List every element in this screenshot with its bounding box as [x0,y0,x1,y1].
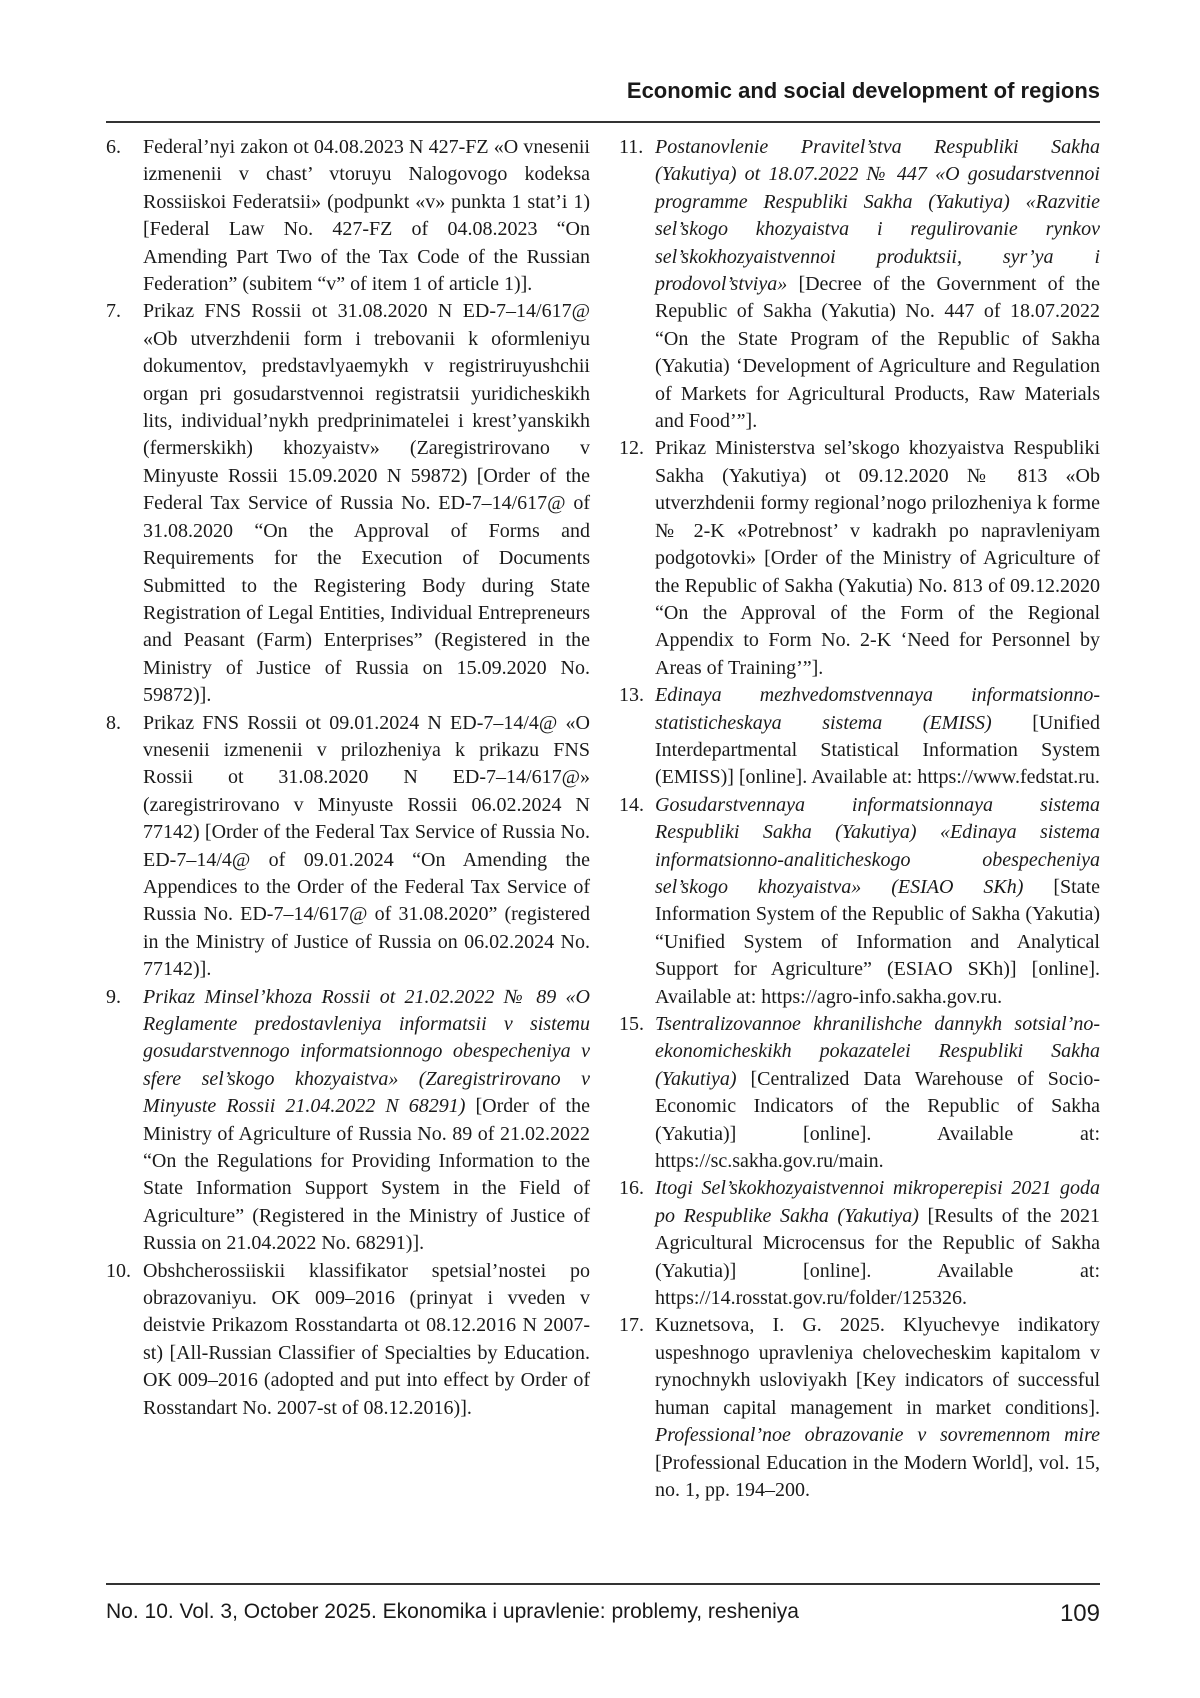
running-header: Economic and social development of regions [626,78,1100,103]
reference-item [619,682,1100,792]
reference-pre: Obshcherossiiskii klassifikator spetsial’nostei po obrazovaniyu. OK 009–2016 (prinyat i vveden v deistvie Prikazom Rosstandarta ot 08.12.2016 N 2007-st) [All-Russian Classifier of Specialties by Education. OK 009–2016 (adopted and put into effect by Order of Rosstandart No. 2007-st of 08.12.2016)]. [143,1259,590,1419]
reference-num: 6. [106,136,121,158]
reference-item [619,435,1100,682]
footer [106,1600,1100,1628]
reference-num: 14. [619,793,644,816]
reference-item [619,1175,1100,1312]
left-column [106,134,590,1422]
reference-num: 7. [106,300,121,323]
reference-item [619,1312,1100,1504]
reference-it: Itogi Sel’skokhozyaistvennoi mikroperepisi 2021 goda po Respublike Sakha (Yakutiya) [655,1177,1100,1227]
reference-item [106,984,590,1258]
reference-item [106,134,590,298]
reference-item [619,792,1100,1011]
reference-num: 15. [619,1013,644,1035]
reference-post: [Unified Interdepartmental Statistical Information System (EMISS)] [online]. Available at: https://www.fedstat.ru. [655,711,1100,789]
reference-num: 13. [619,684,644,707]
journal-citation: No. 10. Vol. 3, October 2025. Ekonomika i upravlenie: problemy, resheniya [106,1600,799,1623]
reference-pre: Federal’nyi zakon ot 04.08.2023 N 427-FZ «O vnesenii izmenenii v chast’ vtoruyu Nalogovogo kodeksa Rossiiskoi Federatsii» (podpunkt «v» punkta 1 stat’i 1) [Federal Law No. 427-FZ of 04.08.2023 “On Amending Part Two of the Tax Code of the Russian Federation” (subitem “v” of item 1 of article 1)]. [143,136,590,296]
reference-item [106,298,590,709]
reference-post: [Results of the 2021 Agricultural Microcensus for the Republic of Sakha (Yakutia)] [online]. Available at: https://14.rosstat.gov.ru/folder/125326. [655,1204,1100,1310]
reference-post: [Decree of the Government of the Republic of Sakha (Yakutia) No. 447 of 18.07.2022 “On the State Program of the Republic of Sakha (Yakutia) ‘Development of Agriculture and Regulation of Markets for Agricultural Products, Raw Materials and Food’”]. [655,273,1100,433]
reference-item [619,134,1100,435]
reference-num: 10. [106,1259,131,1282]
reference-it: Prikaz Minsel’khoza Rossii ot 21.02.2022 № 89 «O Reglamente predostavleniya informatsii v sistemu gosudarstvennogo informatsionnogo obespecheniya v sfere sel’skogo khozyaistva» (Zaregistrirovano v Minyuste Rossii 21.04.2022 N 68291) [143,985,590,1118]
reference-pre: Prikaz Ministerstva sel’skogo khozyaistva Respubliki Sakha (Yakutiya) ot 09.12.2020 № 813 «Ob utverzhdenii formy regional’nogo prilozheniya k forme № 2-K «Potrebnost’ v kadrakh po napravleniyam podgotovki» [Order of the Ministry of Agriculture of the Republic of Sakha (Yakutia) No. 813 of 09.12.2020 “On the Approval of the Form of the Regional Appendix to Form No. 2-K ‘Need for Personnel by Areas of Training’”]. [655,437,1100,679]
reference-pre: Kuznetsova, I. G. 2025. Klyuchevye indikatory uspeshnogo upravleniya chelovecheskim kapitalom v rynochnykh usloviyakh [Key indicators of successful human capital management in market conditions]. [655,1314,1100,1419]
header-rule [106,121,1100,123]
reference-num: 12. [619,437,644,460]
reference-post: [State Information System of the Republic of Sakha (Yakutia) “Unified System of Information and Analytical Support for Agriculture” (ESIAO SKh)] [online]. Available at: https://agro-info.sakha.gov.ru. [655,875,1100,1008]
reference-it: Gosudarstvennaya informatsionnaya sistema Respubliki Sakha (Yakutiya) «Edinaya sistema informatsionno-analiticheskogo obespecheniya sel’skogo khozyaistva» (ESIAO SKh) [655,793,1100,898]
reference-item [106,710,590,984]
reference-it: Professional’noe obrazovanie v sovremennom mire [655,1424,1100,1447]
reference-post: [Professional Education in the Modern World], vol. 15, no. 1, pp. 194–200. [655,1451,1100,1501]
reference-num: 17. [619,1314,644,1337]
footer-rule [106,1583,1100,1585]
reference-item [106,1258,590,1422]
reference-num: 9. [106,985,121,1008]
reference-num: 11. [619,136,644,158]
page-number: 109 [1059,1600,1100,1627]
reference-item [619,1011,1100,1175]
reference-num: 8. [106,711,121,734]
reference-post: [Centralized Data Warehouse of Socio-Economic Indicators of the Republic of Sakha (Yakutia)] [online]. Available at: https://sc.sakha.gov.ru/main. [655,1067,1100,1173]
reference-it: Tsentralizovannoe khranilishche dannykh sotsial’no-ekonomicheskikh pokazatelei Respubliki Sakha (Yakutiya) [655,1013,1100,1090]
reference-num: 16. [619,1177,644,1200]
reference-pre: Prikaz FNS Rossii ot 31.08.2020 N ED-7–14/617@ «Ob utverzhdenii form i trebovanii k oformleniyu dokumentov, predstavlyaemykh v registriruyushchii organ pri gosudarstvennoi registratsii yuridicheskikh lits, individual’nykh predprinimatelei i krest’yanskikh (fermerskikh) khozyaistv» (Zaregistrirovano v Minyuste Rossii 15.09.2020 N 59872) [Order of the Federal Tax Service of Russia No. ED-7–14/617@ of 31.08.2020 “On the Approval of Forms and Requirements for the Execution of Documents Submitted to the Registering Body during State Registration of Legal Entities, Individual Entrepreneurs and Peasant (Farm) Enterprises” (Registered in the Ministry of Justice of Russia on 15.09.2020 No. 59872)]. [143,300,590,707]
right-column [619,134,1100,1504]
reference-it: Edinaya mezhvedomstvennaya informatsionno-statisticheskaya sistema (EMISS) [655,684,1100,734]
reference-pre: Prikaz FNS Rossii ot 09.01.2024 N ED-7–14/4@ «O vnesenii izmenenii v prilozheniya k prikazu FNS Rossii ot 31.08.2020 N ED-7–14/617@» (zaregistrirovano v Minyuste Rossii 06.02.2024 N 77142) [Order of the Federal Tax Service of Russia No. ED-7–14/4@ of 09.01.2024 “On Amending the Appendices to the Order of the Federal Tax Service of Russia No. ED-7–14/617@ of 31.08.2020” (registered in the Ministry of Justice of Russia on 06.02.2024 No. 77142)]. [143,711,590,981]
reference-it: Postanovlenie Pravitel’stva Respubliki Sakha (Yakutiya) ot 18.07.2022 № 447 «O gosudarstvennoi programme Respubliki Sakha (Yakutiya) «Razvitie sel’skogo khozyaistva i regulirovanie rynkov sel’skokhozyaistvennoi produktsii, syr’ya i prodovol’stviya» [655,136,1100,296]
reference-post: [Order of the Ministry of Agriculture of Russia No. 89 of 21.02.2022 “On the Regulations for Providing Information to the State Information Support System in the Field of Agriculture” (Registered in the Ministry of Justice of Russia on 21.04.2022 No. 68291)]. [143,1095,590,1255]
